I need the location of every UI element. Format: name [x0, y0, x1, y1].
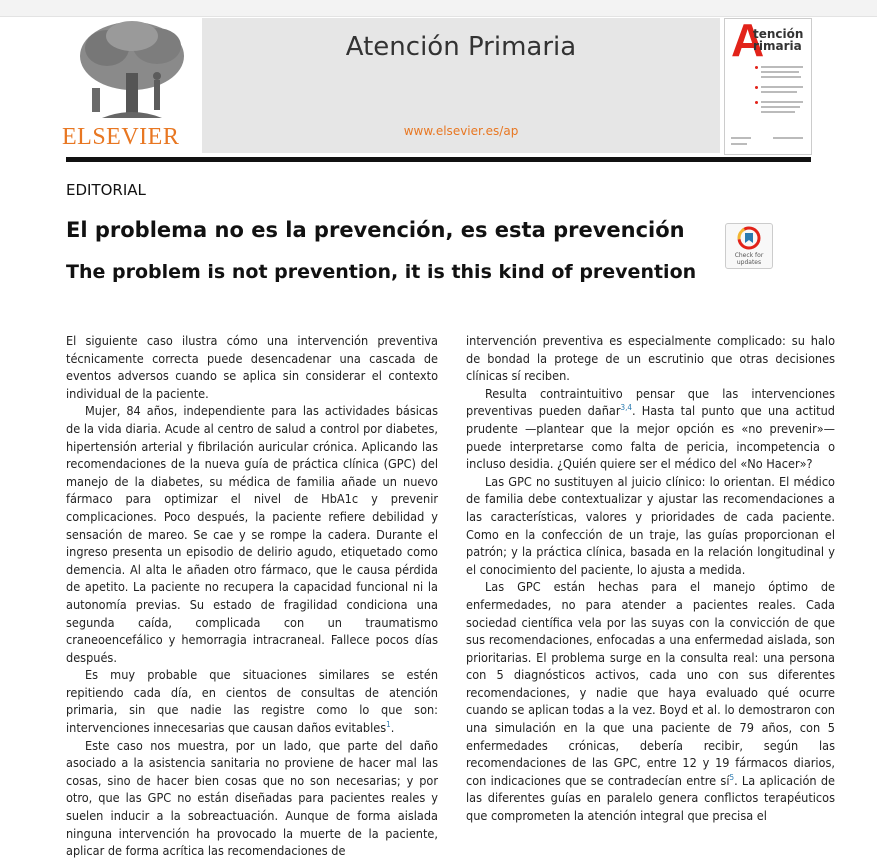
browser-top-strip: [0, 0, 877, 17]
cover-text-line: [761, 66, 803, 68]
body-column-right: [466, 332, 835, 825]
reference-link[interactable]: 5: [729, 772, 735, 782]
journal-url-link[interactable]: www.elsevier.es/ap: [403, 124, 519, 138]
cover-text-line: [761, 106, 800, 108]
paragraph: El siguiente caso ilustra cómo una intervención preventiva técnicamente correcta puede desencadenar una cascada de eventos adversos cuando se aplica sin considerar el contexto individual de la paciente.: [66, 333, 438, 401]
journal-banner: [202, 18, 720, 153]
paragraph: Las GPC no sustituyen al juicio clínico: lo orientan. El médico de familia debe contextualizar y ajustar las recomendaciones a las características, valores y prioridades de cada paciente. Como en la confección de un traje, las guías proporcionan el patrón; y la práctica clínica, basada en la relación longitudinal y el conocimiento del paciente, lo ajusta a medida.: [466, 473, 835, 577]
cover-text-line: [761, 86, 803, 88]
journal-title: Atención Primaria: [345, 32, 577, 62]
cover-text-line: [761, 76, 801, 78]
cover-text-line: [761, 91, 797, 93]
cover-big-letter: A: [731, 18, 765, 66]
reference-link[interactable]: 3,4: [620, 403, 632, 413]
cover-footer-line: [731, 137, 751, 139]
cover-title-line2: rimaria: [753, 39, 802, 53]
check-updates-label: Check for updates: [734, 252, 764, 266]
cover-bullet: [755, 86, 758, 89]
body-column-left: [66, 332, 438, 860]
cover-text-line: [761, 71, 799, 73]
cover-title-line1: tención: [753, 27, 804, 41]
article-title-english: The problem is not prevention, it is this kind of prevention: [66, 261, 697, 283]
cover-footer-line: [773, 137, 803, 139]
cover-footer-line: [731, 143, 747, 145]
check-for-updates-badge[interactable]: [725, 223, 773, 269]
paragraph: Resulta contraintuitivo pensar que las intervenciones preventivas pueden dañar$^{3,4}$. Hasta tal punto que una actitud prudente —plantear que la mejor opción es «no prevenir»— puede interpretarse como falta de pericia, incompetencia o incluso desidia. ¿Quién quiere ser el médico del «No Hacer»?: [466, 385, 835, 472]
paragraph: Las GPC están hechas para el manejo óptimo de enfermedades, no para atender a pacientes reales. Cada sociedad científica vela por las suyas con la convicción de que sus recomendaciones, enfocadas a una enfermedad aislada, son prioritarias. El problema surge en la consulta real: una persona con 5 diagnósticos activos, cada uno con sus diferentes recomendaciones, y nadie que haya evaluado qué ocurre cuando se aplican todas a la vez. Boyd et al. lo demostraron con una simulación en la que una paciente de 79 años, con 5 enfermedades crónicas, debería recibir, según las recomendaciones de las GPC, entre 12 y 19 fármacos diarios, con indicaciones que se contradecían entre $sí^5$. La aplicación de las diferentes guías en paralelo genera conflictos terapéuticos que comprometen la atención integral que precisa el: [466, 579, 835, 824]
check-updates-icon: [726, 224, 772, 252]
paragraph: intervención preventiva es especialmente complicado: su halo de bondad la protege de un escrutinio que otras decisiones clínicas sí reciben.: [466, 333, 835, 384]
publisher-wordmark: ELSEVIER: [62, 124, 180, 150]
cover-text-line: [761, 101, 803, 103]
header-rule: [66, 157, 811, 162]
journal-cover-thumbnail: [724, 18, 812, 155]
section-label: EDITORIAL: [66, 181, 146, 199]
paragraph: Mujer, 84 años, independiente para las actividades básicas de la vida diaria. Acude al centro de salud a control por diabetes, hipertensión arterial y fibrilación auricular crónica. Aplicando las recomendaciones de la nueva guía de práctica clínica (GPC) del manejo de la diabetes, su médica de familia añade un nuevo fármaco para optimizar el nivel de HbA1c y prevenir complicaciones. Poco después, la paciente refiere debilidad y sensación de mareo. Se cae y se rompe la cadera. Durante el ingreso presenta un episodio de delirio agudo, etiquetado como demencia. Al alta le añaden otro fármaco, que le causa pérdida de apetito. La paciente no recupera la capacidad funcional ni la autonomía previas. Su estado de fragilidad condiciona una segunda caída, complicada con un traumatismo craneoencefálico y hemorragia intracraneal. Fallece pocos días después.: [66, 403, 438, 665]
cover-bullet: [755, 101, 758, 104]
cover-bullet: [755, 66, 758, 69]
paragraph: Es muy probable que situaciones similares se estén repitiendo cada día, en cientos de consultas de atención primaria, sin que nadie las registre como lo que son: intervenciones innecesarias que causan daños evitables$^1$.: [66, 667, 438, 736]
cover-text-line: [761, 111, 795, 113]
reference-link[interactable]: 1: [386, 719, 391, 729]
paragraph: Este caso nos muestra, por un lado, que parte del daño asociado a la asistencia sanitaria no proviene de hacer mal las cosas, sino de hacer bien cosas que no son necesarias; y por otro, que las GPC no están diseñadas para pacientes reales y suelen inducir a la sobreactuación. Aunque de forma aislada ninguna intervención ha provocado la muerte de la paciente, aplicar de forma acrítica las recomendaciones de: [66, 737, 438, 859]
article-title-spanish: El problema no es la prevención, es esta prevención: [66, 218, 685, 242]
